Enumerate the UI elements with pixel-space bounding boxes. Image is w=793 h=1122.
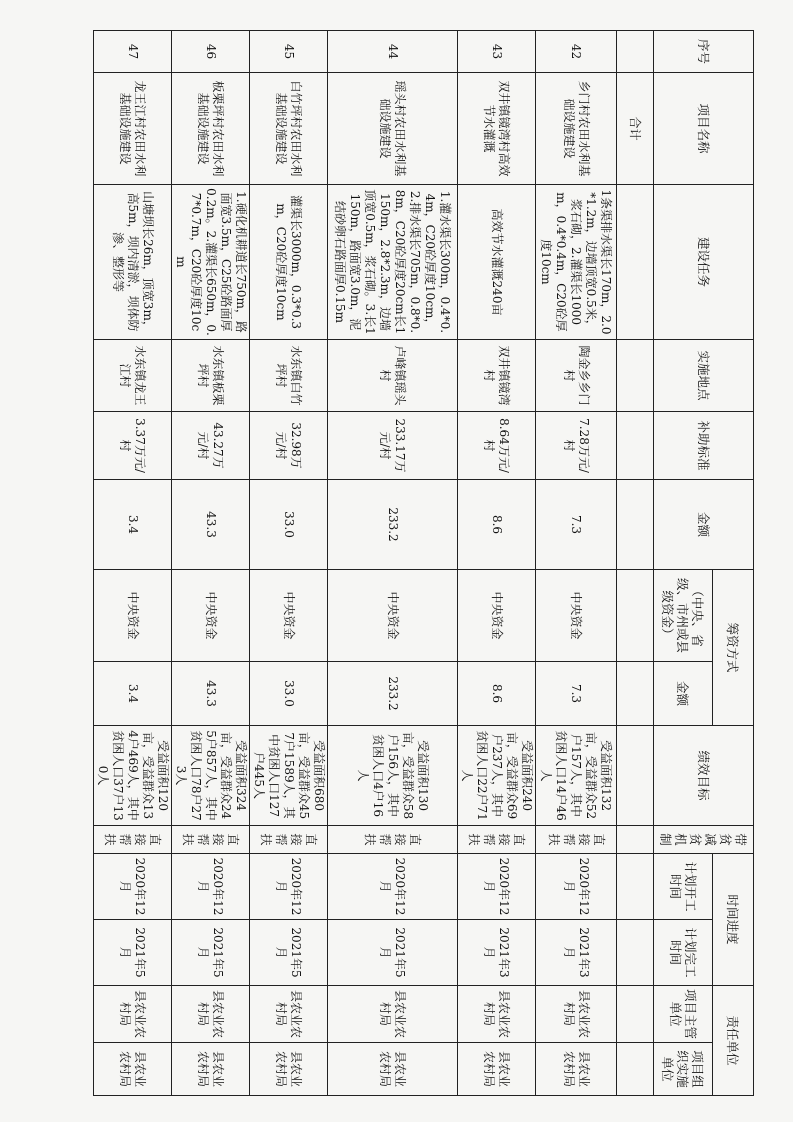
header-responsibility: 责任单位 <box>713 986 754 1096</box>
row-seq: 47 <box>94 31 172 73</box>
row-fund-source: 中央资金 <box>328 570 458 662</box>
row-project-name: 瑶头村农田水利基础设施建设 <box>328 73 458 185</box>
row-location: 卢峰镇瑶头村 <box>328 340 458 412</box>
header-funding-amount: 金额 <box>654 662 713 726</box>
row-subsidy: 233.17万元/村 <box>328 412 458 480</box>
row-target: 受益面积324亩，受益群众245户857人，其中贫困人口78户273人 <box>172 726 250 826</box>
header-tasks: 建设任务 <box>654 185 754 340</box>
row-lead-unit: 县农业农村局 <box>536 986 617 1043</box>
row-seq: 43 <box>458 31 536 73</box>
table-row <box>172 31 250 1096</box>
row-lead-unit: 县农业农村局 <box>250 986 328 1043</box>
total-label: 合计 <box>617 73 654 185</box>
row-target: 受益面积240亩，受益群众69户237人，其中贫困人口22户71人 <box>458 726 536 826</box>
row-seq: 45 <box>250 31 328 73</box>
row-location: 水东镇板栗坪村 <box>172 340 250 412</box>
row-start: 2020年12月 <box>250 854 328 920</box>
row-end: 2021年3月 <box>458 920 536 986</box>
row-end: 2021年5月 <box>94 920 172 986</box>
row-mechanism: 直接帮扶 <box>536 826 617 854</box>
table-row <box>250 31 328 1096</box>
header-lead-unit: 项目主管单位 <box>654 986 713 1043</box>
row-project-name: 龙王江村农田水利基础设施建设 <box>94 73 172 185</box>
header-location: 实施地点 <box>654 340 754 412</box>
header-project-name: 项目名称 <box>654 73 754 185</box>
header-subsidy: 补助标准 <box>654 412 754 480</box>
row-amount: 43.3 <box>172 480 250 570</box>
row-lead-unit: 县农业农村局 <box>328 986 458 1043</box>
row-subsidy: 32.98万元/村 <box>250 412 328 480</box>
row-fund-amount: 3.4 <box>94 662 172 726</box>
row-end: 2021年3月 <box>536 920 617 986</box>
header-seq: 序号 <box>654 31 754 73</box>
row-fund-source: 中央资金 <box>250 570 328 662</box>
row-lead-unit: 县农业农村局 <box>458 986 536 1043</box>
row-project-name: 板栗坪村农田水利基础设施建设 <box>172 73 250 185</box>
row-lead-unit: 县农业农村局 <box>172 986 250 1043</box>
row-location: 水东镇龙王江村 <box>94 340 172 412</box>
row-subsidy: 3.37万元/村 <box>94 412 172 480</box>
row-fund-source: 中央资金 <box>536 570 617 662</box>
row-subsidy: 7.28万元/村 <box>536 412 617 480</box>
header-schedule: 时间进度 <box>713 854 754 986</box>
row-fund-source: 中央资金 <box>94 570 172 662</box>
row-impl-unit: 县农业农村局 <box>328 1043 458 1096</box>
row-fund-amount: 8.6 <box>458 662 536 726</box>
row-impl-unit: 县农业农村局 <box>172 1043 250 1096</box>
row-impl-unit: 县农业农村局 <box>94 1043 172 1096</box>
header-impl-unit: 项目组织实施单位 <box>654 1043 713 1096</box>
row-target: 受益面积680亩，受益群众457户1589人，其中贫困人口127户445人 <box>250 726 328 826</box>
header-funding-source: （中央、省级、市州或县级资金） <box>654 570 713 662</box>
row-amount: 3.4 <box>94 480 172 570</box>
row-task: 1.硬化机耕道长750m，路面宽3.5m，C25砼路面厚0.2m。2.灌渠长650m，0.7*0.7m，C20砼厚度10cm <box>172 185 250 340</box>
row-task: 灌渠长3000m，0.3*0.3m，C20砼厚度10cm <box>250 185 328 340</box>
project-table <box>93 30 754 1096</box>
table-row <box>94 31 172 1096</box>
row-impl-unit: 县农业农村局 <box>536 1043 617 1096</box>
row-end: 2021年5月 <box>250 920 328 986</box>
row-end: 2021年5月 <box>328 920 458 986</box>
row-target: 受益面积120亩，受益群众134户469人，其中贫困人口37户130人 <box>94 726 172 826</box>
row-impl-unit: 县农业农村局 <box>458 1043 536 1096</box>
row-amount: 7.3 <box>536 480 617 570</box>
row-task: 1.灌水渠长300m，0.4*0.4m，C20砼厚度10cm，2.排水渠长705m，0.8*0.8m，C20砼厚度20cm长1150m，2.8*2.3m，边墙顶宽0.5m，浆石砌。3.长1150m，路面宽3.0m，泥结砂卵石路面厚0.15m <box>328 185 458 340</box>
table-row <box>536 31 617 1096</box>
header-row-1 <box>713 31 754 1096</box>
row-subsidy: 43.27万元/村 <box>172 412 250 480</box>
row-subsidy: 8.64万元/村 <box>458 412 536 480</box>
row-fund-source: 中央资金 <box>458 570 536 662</box>
row-fund-amount: 33.0 <box>250 662 328 726</box>
row-mechanism: 直接帮扶 <box>328 826 458 854</box>
row-mechanism: 直接帮扶 <box>94 826 172 854</box>
row-location: 水东镇白竹坪村 <box>250 340 328 412</box>
row-mechanism: 直接帮扶 <box>250 826 328 854</box>
row-impl-unit: 县农业农村局 <box>250 1043 328 1096</box>
total-seq-cell <box>617 31 654 73</box>
row-project-name: 乡门村农田水利基础设施建设 <box>536 73 617 185</box>
row-mechanism: 直接帮扶 <box>172 826 250 854</box>
header-mechanism: 带贫减贫机制 <box>654 826 754 854</box>
total-row <box>617 31 654 1096</box>
row-task: 高效节水灌溉240亩 <box>458 185 536 340</box>
row-location: 双井镇镜湾村 <box>458 340 536 412</box>
row-location: 陶金乡乡门村 <box>536 340 617 412</box>
row-start: 2020年12月 <box>94 854 172 920</box>
row-project-name: 双井镇镜湾村高效节水灌溉 <box>458 73 536 185</box>
header-target: 绩效目标 <box>654 726 754 826</box>
header-funding: 筹资方式 <box>713 570 754 726</box>
row-target: 受益面积132亩，受益群众52户157人，其中贫困人口14户46人 <box>536 726 617 826</box>
row-task: 1条渠排水渠长170m，2.0*1.2m，边墙顶宽0.5米，浆石砌，2.灌渠长1000m，0.4*0.4m，C20砼厚度10cm <box>536 185 617 340</box>
table-row <box>458 31 536 1096</box>
row-start: 2020年12月 <box>328 854 458 920</box>
row-end: 2021年5月 <box>172 920 250 986</box>
row-lead-unit: 县农业农村局 <box>94 986 172 1043</box>
header-end: 计划完工时间 <box>654 920 713 986</box>
row-start: 2020年12月 <box>536 854 617 920</box>
row-target: 受益面积130亩，受益群众58户156人，其中贫困人口4户16人 <box>328 726 458 826</box>
row-fund-source: 中央资金 <box>172 570 250 662</box>
row-start: 2020年12月 <box>172 854 250 920</box>
row-fund-amount: 43.3 <box>172 662 250 726</box>
row-amount: 33.0 <box>250 480 328 570</box>
row-seq: 46 <box>172 31 250 73</box>
row-seq: 44 <box>328 31 458 73</box>
row-amount: 233.2 <box>328 480 458 570</box>
row-fund-amount: 7.3 <box>536 662 617 726</box>
row-project-name: 白竹坪村农田水利基础设施建设 <box>250 73 328 185</box>
table-row <box>328 31 458 1096</box>
row-start: 2020年12月 <box>458 854 536 920</box>
row-task: 山塘坝长26m，顶宽3m，高5m，坝内清淤，坝体防渗、整形等 <box>94 185 172 340</box>
header-start: 计划开工时间 <box>654 854 713 920</box>
row-seq: 42 <box>536 31 617 73</box>
header-amount: 金额 <box>654 480 754 570</box>
row-fund-amount: 233.2 <box>328 662 458 726</box>
row-amount: 8.6 <box>458 480 536 570</box>
row-mechanism: 直接帮扶 <box>458 826 536 854</box>
